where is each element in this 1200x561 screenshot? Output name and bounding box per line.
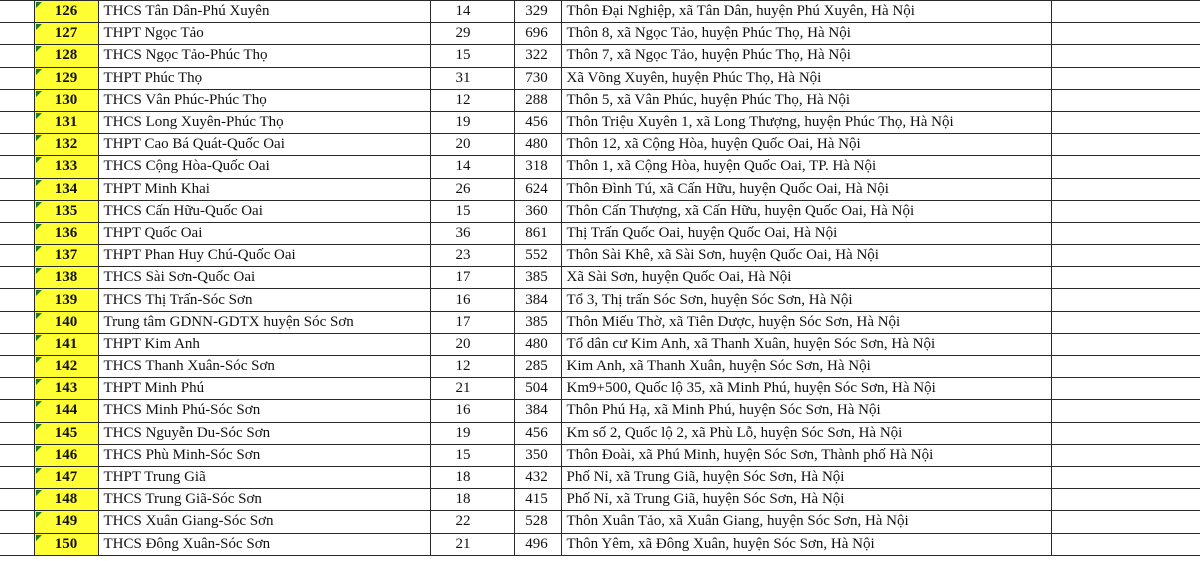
row-stub-cell bbox=[0, 45, 34, 67]
row-number-text: 147 bbox=[54, 469, 78, 486]
table-row[interactable] bbox=[0, 156, 1200, 178]
empty-cell[interactable] bbox=[1051, 1, 1200, 23]
row-number-text: 127 bbox=[54, 25, 78, 42]
table-row[interactable] bbox=[0, 111, 1200, 133]
row-number-cell[interactable] bbox=[34, 333, 98, 355]
school-name-cell[interactable]: THCS Thanh Xuân-Sóc Sơn bbox=[98, 356, 430, 378]
row-stub-cell bbox=[0, 134, 34, 156]
cell-comment-marker-icon bbox=[36, 46, 42, 52]
school-name-cell[interactable]: THPT Kim Anh bbox=[98, 333, 430, 355]
school-name-cell[interactable]: THCS Sài Sơn-Quốc Oai bbox=[98, 267, 430, 289]
row-stub-cell bbox=[0, 23, 34, 45]
row-number-cell[interactable] bbox=[34, 533, 98, 555]
cell-comment-marker-icon bbox=[36, 357, 42, 363]
row-number-text: 133 bbox=[54, 158, 78, 175]
student-count-cell[interactable]: 696 bbox=[514, 23, 561, 45]
student-count-cell[interactable]: 496 bbox=[514, 533, 561, 555]
empty-cell[interactable] bbox=[1051, 289, 1200, 311]
row-number-cell[interactable] bbox=[34, 267, 98, 289]
row-stub-cell bbox=[0, 289, 34, 311]
empty-cell[interactable] bbox=[1051, 333, 1200, 355]
cell-comment-marker-icon bbox=[36, 246, 42, 252]
cell-comment-marker-icon bbox=[36, 91, 42, 97]
table-row[interactable] bbox=[0, 533, 1200, 555]
table-row[interactable] bbox=[0, 333, 1200, 355]
row-number-text: 150 bbox=[54, 535, 78, 552]
row-number-cell[interactable] bbox=[34, 67, 98, 89]
student-count-cell[interactable]: 350 bbox=[514, 444, 561, 466]
row-number-text: 126 bbox=[54, 3, 78, 20]
school-name-cell[interactable]: THCS Long Xuyên-Phúc Thọ bbox=[98, 111, 430, 133]
school-name-cell[interactable]: THCS Trung Giã-Sóc Sơn bbox=[98, 489, 430, 511]
cell-comment-marker-icon bbox=[36, 446, 42, 452]
row-number-cell[interactable] bbox=[34, 356, 98, 378]
row-number-text: 148 bbox=[54, 491, 78, 508]
row-stub-cell bbox=[0, 67, 34, 89]
row-number-cell[interactable] bbox=[34, 400, 98, 422]
cell-comment-marker-icon bbox=[36, 512, 42, 518]
row-stub-cell bbox=[0, 111, 34, 133]
row-stub-cell bbox=[0, 267, 34, 289]
school-name-cell[interactable]: THPT Minh Khai bbox=[98, 178, 430, 200]
row-stub-cell bbox=[0, 400, 34, 422]
empty-cell[interactable] bbox=[1051, 67, 1200, 89]
table-row[interactable] bbox=[0, 466, 1200, 488]
class-count-cell[interactable]: 20 bbox=[430, 134, 514, 156]
address-cell[interactable]: Thôn Miếu Thờ, xã Tiên Dược, huyện Sóc Sơn, Hà Nội bbox=[561, 311, 1051, 333]
row-number-cell[interactable] bbox=[34, 222, 98, 244]
student-count-cell[interactable]: 504 bbox=[514, 378, 561, 400]
empty-cell[interactable] bbox=[1051, 378, 1200, 400]
row-number-text: 136 bbox=[54, 224, 78, 241]
table-row[interactable] bbox=[0, 89, 1200, 111]
row-number-text: 139 bbox=[54, 291, 78, 308]
row-number-cell[interactable] bbox=[34, 23, 98, 45]
student-count-cell[interactable]: 861 bbox=[514, 222, 561, 244]
row-number-cell[interactable] bbox=[34, 156, 98, 178]
address-cell[interactable]: Thôn 7, xã Ngọc Tảo, huyện Phúc Thọ, Hà Nội bbox=[561, 45, 1051, 67]
student-count-cell[interactable]: 730 bbox=[514, 67, 561, 89]
row-number-text: 143 bbox=[54, 380, 78, 397]
table-row[interactable] bbox=[0, 1, 1200, 23]
table-row[interactable] bbox=[0, 378, 1200, 400]
row-stub-cell bbox=[0, 422, 34, 444]
row-stub-cell bbox=[0, 311, 34, 333]
empty-cell[interactable] bbox=[1051, 23, 1200, 45]
class-count-cell[interactable]: 23 bbox=[430, 245, 514, 267]
school-name-cell[interactable]: THCS Thị Trấn-Sóc Sơn bbox=[98, 289, 430, 311]
row-number-text: 149 bbox=[54, 513, 78, 530]
address-cell[interactable]: Phố Nỉ, xã Trung Giã, huyện Sóc Sơn, Hà Nội bbox=[561, 466, 1051, 488]
class-count-cell[interactable]: 18 bbox=[430, 489, 514, 511]
empty-cell[interactable] bbox=[1051, 422, 1200, 444]
empty-cell[interactable] bbox=[1051, 400, 1200, 422]
class-count-cell[interactable]: 20 bbox=[430, 333, 514, 355]
empty-cell[interactable] bbox=[1051, 444, 1200, 466]
school-name-cell[interactable]: THCS Xuân Giang-Sóc Sơn bbox=[98, 511, 430, 533]
class-count-cell[interactable]: 19 bbox=[430, 111, 514, 133]
cell-comment-marker-icon bbox=[36, 2, 42, 8]
school-name-cell[interactable]: THPT Cao Bá Quát-Quốc Oai bbox=[98, 134, 430, 156]
student-count-cell[interactable]: 480 bbox=[514, 333, 561, 355]
student-count-cell[interactable]: 624 bbox=[514, 178, 561, 200]
row-number-cell[interactable] bbox=[34, 245, 98, 267]
address-cell[interactable]: Thôn Đoài, xã Phú Minh, huyện Sóc Sơn, Thành phố Hà Nội bbox=[561, 444, 1051, 466]
class-count-cell[interactable]: 12 bbox=[430, 89, 514, 111]
cell-comment-marker-icon bbox=[36, 113, 42, 119]
address-cell[interactable]: Thôn Xuân Tảo, xã Xuân Giang, huyện Sóc Sơn, Hà Nội bbox=[561, 511, 1051, 533]
row-stub-cell bbox=[0, 378, 34, 400]
row-stub-cell bbox=[0, 89, 34, 111]
table-row[interactable] bbox=[0, 67, 1200, 89]
row-stub-cell bbox=[0, 466, 34, 488]
address-cell[interactable]: Thôn Sài Khê, xã Sài Sơn, huyện Quốc Oai, Hà Nội bbox=[561, 245, 1051, 267]
row-number-text: 128 bbox=[54, 47, 78, 64]
school-name-cell[interactable]: THCS Nguyễn Du-Sóc Sơn bbox=[98, 422, 430, 444]
class-count-cell[interactable]: 15 bbox=[430, 45, 514, 67]
cell-comment-marker-icon bbox=[36, 290, 42, 296]
student-count-cell[interactable]: 384 bbox=[514, 400, 561, 422]
empty-cell[interactable] bbox=[1051, 533, 1200, 555]
row-stub-cell bbox=[0, 178, 34, 200]
class-count-cell[interactable]: 14 bbox=[430, 1, 514, 23]
row-stub-cell bbox=[0, 356, 34, 378]
row-number-cell[interactable] bbox=[34, 422, 98, 444]
school-name-cell[interactable]: THCS Minh Phú-Sóc Sơn bbox=[98, 400, 430, 422]
row-number-cell[interactable] bbox=[34, 311, 98, 333]
address-cell[interactable]: Thôn 8, xã Ngọc Tảo, huyện Phúc Thọ, Hà Nội bbox=[561, 23, 1051, 45]
cell-comment-marker-icon bbox=[36, 157, 42, 163]
cell-comment-marker-icon bbox=[36, 468, 42, 474]
row-number-cell[interactable] bbox=[34, 178, 98, 200]
address-cell[interactable]: Thôn Triệu Xuyên 1, xã Long Thượng, huyện Phúc Thọ, Hà Nội bbox=[561, 111, 1051, 133]
school-name-cell[interactable]: THCS Ngọc Tảo-Phúc Thọ bbox=[98, 45, 430, 67]
address-cell[interactable]: Xã Võng Xuyên, huyện Phúc Thọ, Hà Nội bbox=[561, 67, 1051, 89]
address-cell[interactable]: Xã Sài Sơn, huyện Quốc Oai, Hà Nội bbox=[561, 267, 1051, 289]
table-row[interactable] bbox=[0, 45, 1200, 67]
address-cell[interactable]: Km số 2, Quốc lộ 2, xã Phù Lỗ, huyện Sóc Sơn, Hà Nội bbox=[561, 422, 1051, 444]
address-cell[interactable]: Thôn 5, xã Vân Phúc, huyện Phúc Thọ, Hà Nội bbox=[561, 89, 1051, 111]
address-cell[interactable]: Thị Trấn Quốc Oai, huyện Quốc Oai, Hà Nội bbox=[561, 222, 1051, 244]
student-count-cell[interactable]: 385 bbox=[514, 311, 561, 333]
class-count-cell[interactable]: 17 bbox=[430, 267, 514, 289]
row-number-cell[interactable] bbox=[34, 45, 98, 67]
row-number-cell[interactable] bbox=[34, 489, 98, 511]
address-cell[interactable]: Km9+500, Quốc lộ 35, xã Minh Phú, huyện Sóc Sơn, Hà Nội bbox=[561, 378, 1051, 400]
row-number-text: 140 bbox=[54, 313, 78, 330]
cell-comment-marker-icon bbox=[36, 224, 42, 230]
table-row[interactable] bbox=[0, 178, 1200, 200]
row-number-cell[interactable] bbox=[34, 134, 98, 156]
student-count-cell[interactable]: 385 bbox=[514, 267, 561, 289]
cell-comment-marker-icon bbox=[36, 490, 42, 496]
table-row[interactable] bbox=[0, 267, 1200, 289]
empty-cell[interactable] bbox=[1051, 156, 1200, 178]
cell-comment-marker-icon bbox=[36, 180, 42, 186]
table-row[interactable] bbox=[0, 422, 1200, 444]
school-name-cell[interactable]: THCS Phù Minh-Sóc Sơn bbox=[98, 444, 430, 466]
student-count-cell[interactable]: 384 bbox=[514, 289, 561, 311]
student-count-cell[interactable]: 432 bbox=[514, 466, 561, 488]
row-stub-cell bbox=[0, 533, 34, 555]
cell-comment-marker-icon bbox=[36, 335, 42, 341]
address-cell[interactable]: Thôn Đại Nghiệp, xã Tân Dân, huyện Phú Xuyên, Hà Nội bbox=[561, 1, 1051, 23]
table-row[interactable] bbox=[0, 511, 1200, 533]
class-count-cell[interactable]: 15 bbox=[430, 200, 514, 222]
cell-comment-marker-icon bbox=[36, 268, 42, 274]
cell-comment-marker-icon bbox=[36, 401, 42, 407]
row-stub-cell bbox=[0, 156, 34, 178]
row-number-cell[interactable] bbox=[34, 444, 98, 466]
school-name-cell[interactable]: Trung tâm GDNN-GDTX huyện Sóc Sơn bbox=[98, 311, 430, 333]
address-cell[interactable]: Thôn 1, xã Cộng Hòa, huyện Quốc Oai, TP. Hà Nội bbox=[561, 156, 1051, 178]
cell-comment-marker-icon bbox=[36, 313, 42, 319]
empty-cell[interactable] bbox=[1051, 45, 1200, 67]
class-count-cell[interactable]: 15 bbox=[430, 444, 514, 466]
row-number-text: 137 bbox=[54, 247, 78, 264]
student-count-cell[interactable]: 285 bbox=[514, 356, 561, 378]
empty-cell[interactable] bbox=[1051, 178, 1200, 200]
class-count-cell[interactable]: 29 bbox=[430, 23, 514, 45]
empty-cell[interactable] bbox=[1051, 222, 1200, 244]
cell-comment-marker-icon bbox=[36, 202, 42, 208]
row-number-cell[interactable] bbox=[34, 1, 98, 23]
empty-cell[interactable] bbox=[1051, 89, 1200, 111]
class-count-cell[interactable]: 21 bbox=[430, 533, 514, 555]
row-number-text: 145 bbox=[54, 424, 78, 441]
table-row[interactable] bbox=[0, 289, 1200, 311]
student-count-cell[interactable]: 322 bbox=[514, 45, 561, 67]
empty-cell[interactable] bbox=[1051, 489, 1200, 511]
row-stub-cell bbox=[0, 200, 34, 222]
empty-cell[interactable] bbox=[1051, 111, 1200, 133]
class-count-cell[interactable]: 12 bbox=[430, 356, 514, 378]
class-count-cell[interactable]: 14 bbox=[430, 156, 514, 178]
school-name-cell[interactable]: THPT Quốc Oai bbox=[98, 222, 430, 244]
student-count-cell[interactable]: 456 bbox=[514, 111, 561, 133]
school-name-cell[interactable]: THCS Đông Xuân-Sóc Sơn bbox=[98, 533, 430, 555]
table-row[interactable] bbox=[0, 311, 1200, 333]
empty-cell[interactable] bbox=[1051, 267, 1200, 289]
row-stub-cell bbox=[0, 245, 34, 267]
table-row[interactable] bbox=[0, 222, 1200, 244]
school-name-cell[interactable]: THPT Phúc Thọ bbox=[98, 67, 430, 89]
school-name-cell[interactable]: THCS Tân Dân-Phú Xuyên bbox=[98, 1, 430, 23]
row-number-cell[interactable] bbox=[34, 111, 98, 133]
row-stub-cell bbox=[0, 489, 34, 511]
student-count-cell[interactable]: 415 bbox=[514, 489, 561, 511]
school-name-cell[interactable]: THPT Phan Huy Chú-Quốc Oai bbox=[98, 245, 430, 267]
row-number-text: 135 bbox=[54, 202, 78, 219]
row-number-cell[interactable] bbox=[34, 511, 98, 533]
table-row[interactable] bbox=[0, 356, 1200, 378]
row-number-cell[interactable] bbox=[34, 89, 98, 111]
row-number-cell[interactable] bbox=[34, 289, 98, 311]
row-number-text: 129 bbox=[54, 69, 78, 86]
row-number-cell[interactable] bbox=[34, 378, 98, 400]
empty-cell[interactable] bbox=[1051, 511, 1200, 533]
row-stub-cell bbox=[0, 444, 34, 466]
table-row[interactable] bbox=[0, 489, 1200, 511]
row-number-cell[interactable] bbox=[34, 466, 98, 488]
class-count-cell[interactable]: 17 bbox=[430, 311, 514, 333]
empty-cell[interactable] bbox=[1051, 466, 1200, 488]
cell-comment-marker-icon bbox=[36, 379, 42, 385]
cell-comment-marker-icon bbox=[36, 424, 42, 430]
table-row[interactable] bbox=[0, 245, 1200, 267]
school-name-cell[interactable]: THCS Cộng Hòa-Quốc Oai bbox=[98, 156, 430, 178]
student-count-cell[interactable]: 360 bbox=[514, 200, 561, 222]
address-cell[interactable]: Thôn Cấn Thượng, xã Cấn Hữu, huyện Quốc Oai, Hà Nội bbox=[561, 200, 1051, 222]
cell-comment-marker-icon bbox=[36, 535, 42, 541]
table-row[interactable] bbox=[0, 400, 1200, 422]
class-count-cell[interactable]: 22 bbox=[430, 511, 514, 533]
student-count-cell[interactable]: 528 bbox=[514, 511, 561, 533]
school-name-cell[interactable]: THCS Vân Phúc-Phúc Thọ bbox=[98, 89, 430, 111]
table-row[interactable] bbox=[0, 200, 1200, 222]
address-cell[interactable]: Tổ 3, Thị trấn Sóc Sơn, huyện Sóc Sơn, Hà Nội bbox=[561, 289, 1051, 311]
class-count-cell[interactable]: 18 bbox=[430, 466, 514, 488]
row-number-text: 130 bbox=[54, 91, 78, 108]
cell-comment-marker-icon bbox=[36, 24, 42, 30]
school-name-cell[interactable]: THCS Cấn Hữu-Quốc Oai bbox=[98, 200, 430, 222]
class-count-cell[interactable]: 16 bbox=[430, 289, 514, 311]
row-number-text: 131 bbox=[54, 114, 78, 131]
row-number-text: 142 bbox=[54, 358, 78, 375]
row-number-text: 132 bbox=[54, 136, 78, 153]
table-row[interactable] bbox=[0, 444, 1200, 466]
address-cell[interactable]: Thôn Đình Tú, xã Cấn Hữu, huyện Quốc Oai, Hà Nội bbox=[561, 178, 1051, 200]
row-number-text: 146 bbox=[54, 446, 78, 463]
class-count-cell[interactable]: 19 bbox=[430, 422, 514, 444]
class-count-cell[interactable]: 36 bbox=[430, 222, 514, 244]
school-name-cell[interactable]: THPT Ngọc Tảo bbox=[98, 23, 430, 45]
student-count-cell[interactable]: 552 bbox=[514, 245, 561, 267]
cell-comment-marker-icon bbox=[36, 69, 42, 75]
row-number-cell[interactable] bbox=[34, 200, 98, 222]
row-number-text: 138 bbox=[54, 269, 78, 286]
row-number-text: 141 bbox=[54, 335, 78, 352]
student-count-cell[interactable]: 329 bbox=[514, 1, 561, 23]
address-cell[interactable]: Thôn 12, xã Cộng Hòa, huyện Quốc Oai, Hà Nội bbox=[561, 134, 1051, 156]
student-count-cell[interactable]: 288 bbox=[514, 89, 561, 111]
cell-comment-marker-icon bbox=[36, 135, 42, 141]
school-name-cell[interactable]: THPT Trung Giã bbox=[98, 466, 430, 488]
address-cell[interactable]: Thôn Yêm, xã Đông Xuân, huyện Sóc Sơn, Hà Nội bbox=[561, 533, 1051, 555]
address-cell[interactable]: Kim Anh, xã Thanh Xuân, huyện Sóc Sơn, Hà Nội bbox=[561, 356, 1051, 378]
empty-cell[interactable] bbox=[1051, 311, 1200, 333]
student-count-cell[interactable]: 480 bbox=[514, 134, 561, 156]
row-stub-cell bbox=[0, 511, 34, 533]
row-number-text: 134 bbox=[54, 180, 78, 197]
class-count-cell[interactable]: 21 bbox=[430, 378, 514, 400]
empty-cell[interactable] bbox=[1051, 200, 1200, 222]
class-count-cell[interactable]: 16 bbox=[430, 400, 514, 422]
address-cell[interactable]: Thôn Phú Hạ, xã Minh Phú, huyện Sóc Sơn, Hà Nội bbox=[561, 400, 1051, 422]
student-count-cell[interactable]: 456 bbox=[514, 422, 561, 444]
address-cell[interactable]: Tổ dân cư Kim Anh, xã Thanh Xuân, huyện Sóc Sơn, Hà Nội bbox=[561, 333, 1051, 355]
school-name-cell[interactable]: THPT Minh Phú bbox=[98, 378, 430, 400]
class-count-cell[interactable]: 31 bbox=[430, 67, 514, 89]
class-count-cell[interactable]: 26 bbox=[430, 178, 514, 200]
row-number-text: 144 bbox=[54, 402, 78, 419]
student-count-cell[interactable]: 318 bbox=[514, 156, 561, 178]
table-row[interactable] bbox=[0, 23, 1200, 45]
row-stub-cell bbox=[0, 333, 34, 355]
empty-cell[interactable] bbox=[1051, 356, 1200, 378]
table-row[interactable] bbox=[0, 134, 1200, 156]
empty-cell[interactable] bbox=[1051, 134, 1200, 156]
empty-cell[interactable] bbox=[1051, 245, 1200, 267]
address-cell[interactable]: Phố Nỉ, xã Trung Giã, huyện Sóc Sơn, Hà Nội bbox=[561, 489, 1051, 511]
row-stub-cell bbox=[0, 222, 34, 244]
row-stub-cell bbox=[0, 1, 34, 23]
